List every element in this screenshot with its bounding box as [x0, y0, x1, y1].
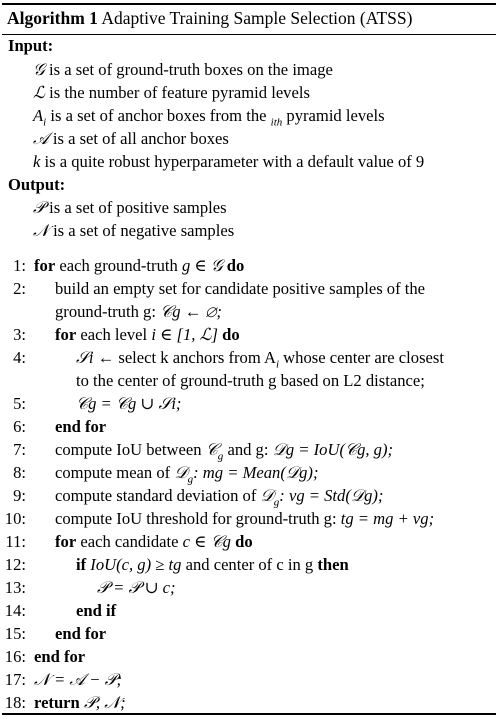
step-17: 𝒩 = 𝒜 − 𝒫;	[34, 670, 123, 689]
input-item-levels: ℒ is the number of feature pyramid levels	[33, 83, 310, 102]
step-5: 𝒞g = 𝒞g ∪ 𝒮i;	[76, 394, 182, 413]
line-number: 3:	[13, 325, 26, 344]
step-1: for each ground-truth g ∈ 𝒢 do	[34, 256, 245, 275]
line-number: 5:	[13, 394, 26, 413]
line-number: 13:	[4, 578, 26, 597]
step-4-line-1: 𝒮i ← select k anchors from $A_i$ whose center are closest	[76, 348, 444, 371]
line-number: 16:	[4, 647, 26, 666]
algorithm-name: Adaptive Training Sample Selection (ATSS)	[101, 8, 413, 28]
line-number: 8:	[13, 463, 26, 482]
input-item-anchors-level: $A_i$ is a set of anchor boxes from the $_{ith}$ pyramid levels	[33, 106, 385, 129]
line-number: 17:	[4, 670, 26, 689]
line-number: 11:	[5, 532, 26, 551]
top-rule	[2, 3, 496, 5]
step-6: end for	[55, 417, 107, 436]
line-number: 10:	[4, 509, 26, 528]
line-number: 15:	[4, 624, 26, 643]
step-8: compute mean of 𝒟$_g$: mg = Mean(𝒟g);	[55, 463, 319, 486]
step-10: compute IoU threshold for ground-truth g: tg = mg + vg;	[55, 509, 435, 528]
algorithm-label: Algorithm 1	[7, 8, 98, 28]
input-item-hyperparam: k is a quite robust hyperparameter with a default value of 9	[33, 152, 425, 171]
line-number: 12:	[4, 555, 26, 574]
line-number: 18:	[4, 693, 26, 712]
input-heading: Input:	[8, 36, 54, 55]
line-number: 14:	[4, 601, 26, 620]
line-number: 6:	[13, 417, 26, 436]
line-number: 7:	[13, 440, 26, 459]
step-2-line-2: ground-truth g: 𝒞g ← ∅;	[55, 302, 222, 321]
bottom-rule	[2, 713, 496, 715]
step-16: end for	[34, 647, 86, 666]
step-14: end if	[76, 601, 117, 620]
step-15: end for	[55, 624, 107, 643]
step-7: compute IoU between 𝒞$_g$ and g: 𝒟g = IoU(𝒞g, g);	[55, 440, 394, 463]
line-number: 9:	[13, 486, 26, 505]
step-12: if IoU(c, g) ≥ tg and center of c in g then	[76, 555, 349, 574]
output-heading: Output:	[8, 175, 66, 194]
title-rule	[2, 34, 496, 35]
line-number: 2:	[13, 279, 26, 298]
step-11: for each candidate c ∈ 𝒞g do	[55, 532, 253, 551]
step-3: for each level i ∈ [1, ℒ] do	[55, 325, 240, 344]
step-13: 𝒫 = 𝒫 ∪ c;	[97, 578, 176, 597]
algorithm-box	[2, 3, 496, 715]
step-18: return 𝒫, 𝒩;	[34, 693, 126, 712]
step-4-line-2: to the center of ground-truth g based on L2 distance;	[76, 371, 425, 390]
algorithm-title	[7, 7, 412, 29]
input-item-all-anchors: 𝒜 is a set of all anchor boxes	[33, 129, 229, 148]
line-number: 4:	[13, 348, 26, 367]
step-2-line-1: build an empty set for candidate positive samples of the	[55, 279, 426, 298]
step-9: compute standard deviation of 𝒟$_g$: vg = Std(𝒟g);	[55, 486, 384, 509]
output-item-negative: 𝒩 is a set of negative samples	[33, 221, 235, 240]
input-item-gt: 𝒢 is a set of ground-truth boxes on the image	[33, 60, 333, 79]
line-number: 1:	[13, 256, 26, 275]
output-item-positive: 𝒫 is a set of positive samples	[33, 198, 227, 217]
